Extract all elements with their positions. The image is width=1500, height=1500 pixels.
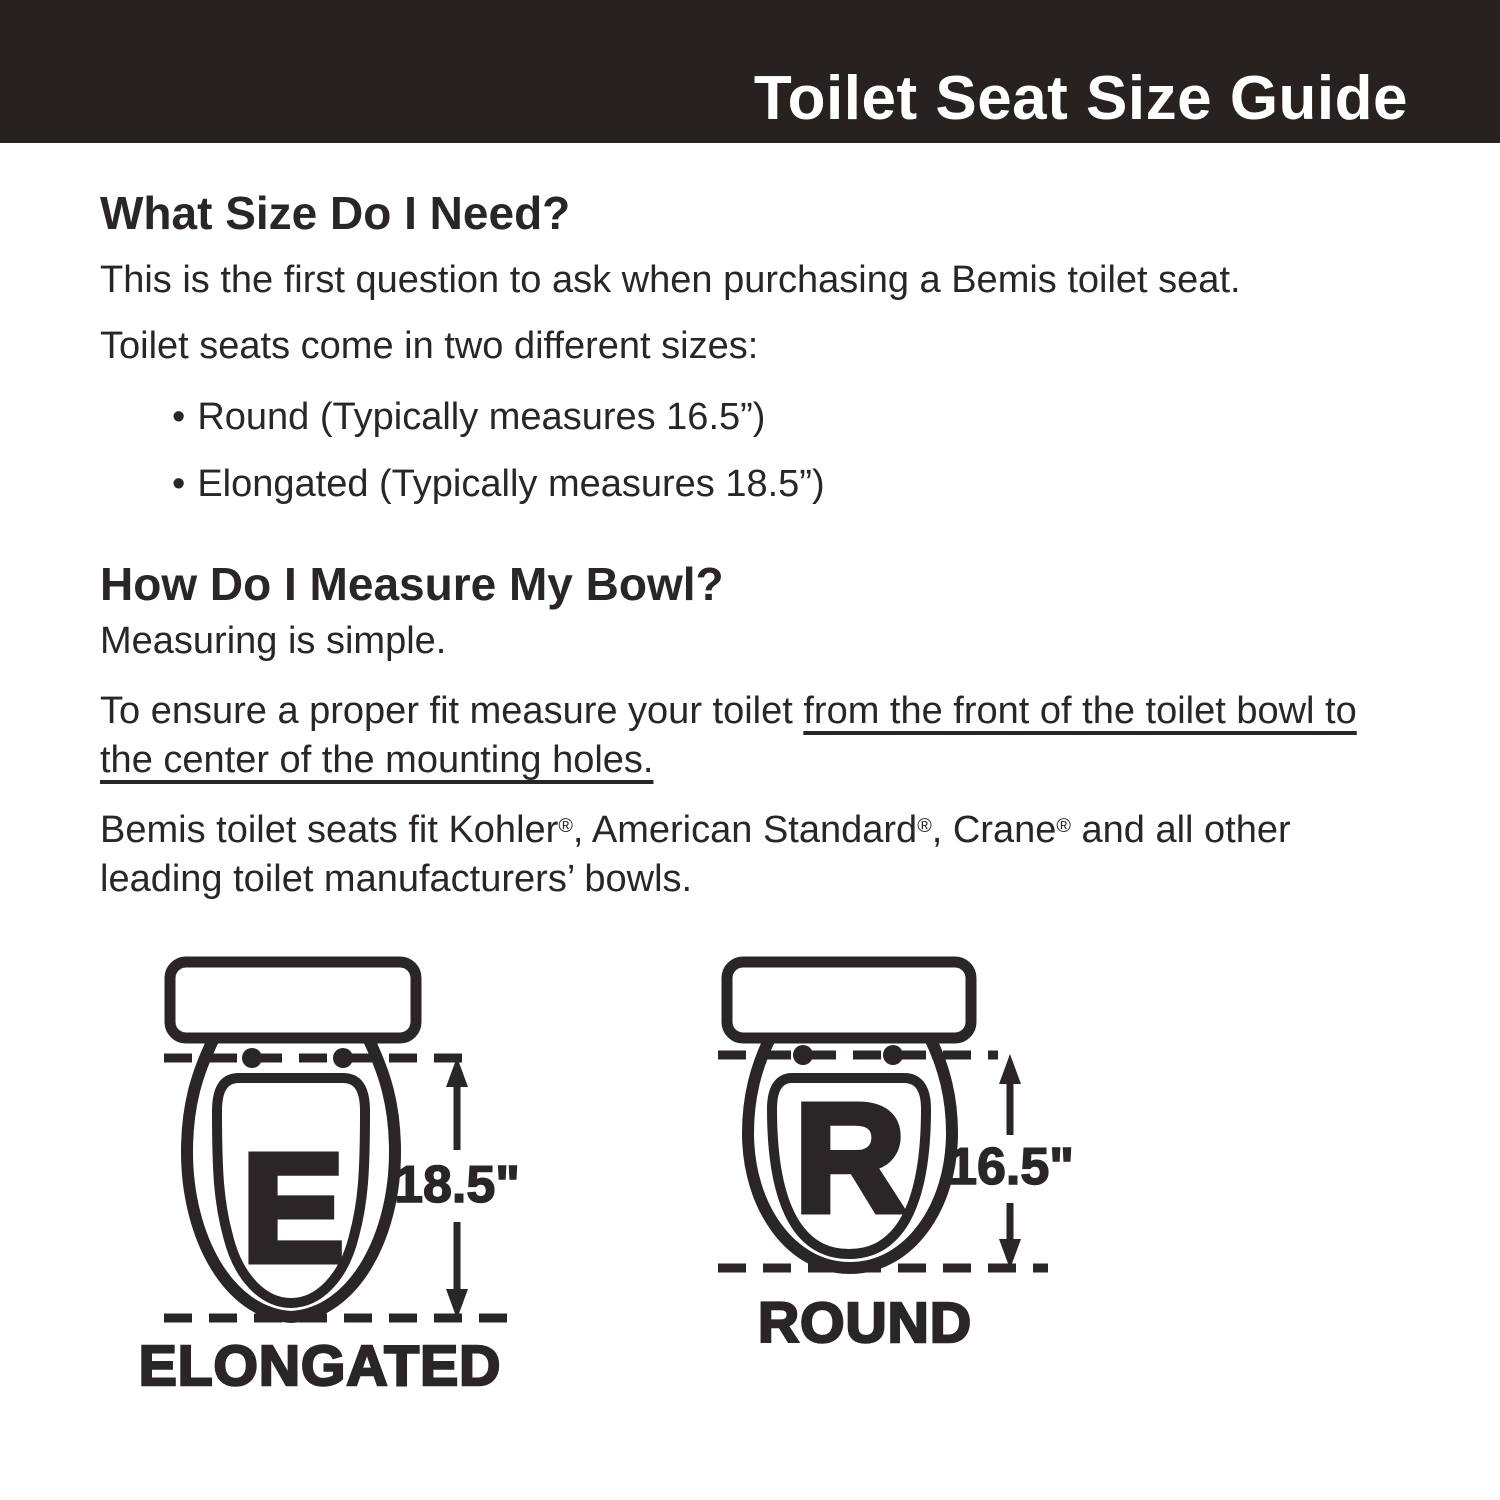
measure-paragraph-1: Measuring is simple. [100, 620, 447, 662]
header-bar [0, 0, 1500, 143]
section-heading-how-measure: How Do I Measure My Bowl? [100, 558, 724, 610]
round-dimension-label: 16.5" [948, 1138, 1074, 1196]
round-diagram [680, 945, 1240, 1415]
measure-instruction-line-1 [100, 687, 1357, 736]
tank [727, 962, 971, 1038]
elongated-diagram [120, 945, 680, 1415]
registered-trademark-icon: ® [558, 815, 573, 837]
instruction-plain-text: To ensure a proper fit measure your toilet [100, 690, 804, 732]
instruction-underlined-text: the center of the mounting holes. [100, 739, 654, 781]
registered-trademark-icon: ® [1056, 815, 1071, 837]
brand-compatibility-line-2: leading toilet manufacturers’ bowls. [100, 857, 693, 900]
bullet-item-elongated [172, 463, 825, 506]
brand-text: , Crane [931, 808, 1057, 851]
elongated-dimension-label: 18.5" [394, 1156, 520, 1214]
bullet-icon: • [172, 463, 186, 505]
bullet-item-round-label: Round (Typically measures 16.5”) [197, 396, 766, 438]
instruction-underlined-text: from the front of the toilet bowl to [803, 690, 1357, 732]
bullet-item-round [172, 396, 765, 439]
intro-paragraph-2: Toilet seats come in two different sizes: [100, 325, 759, 367]
round-shape-label: ROUND [758, 1291, 972, 1355]
intro-paragraph-1: This is the first question to ask when purchasing a Bemis toilet seat. [100, 259, 1241, 301]
tank [170, 962, 416, 1038]
brand-text: , American Standard [572, 808, 918, 851]
section-heading-what-size: What Size Do I Need? [100, 187, 571, 239]
bullet-item-elongated-label: Elongated (Typically measures 18.5”) [197, 463, 825, 505]
registered-trademark-icon: ® [917, 815, 932, 837]
bolt-dot [242, 1048, 262, 1068]
elongated-letter: E [241, 1122, 345, 1294]
bolt-dot [883, 1045, 903, 1065]
page-title: Toilet Seat Size Guide [753, 64, 1408, 133]
elongated-shape-label: ELONGATED [138, 1334, 502, 1398]
brand-text: and all other [1070, 808, 1291, 851]
round-letter: R [794, 1072, 906, 1244]
measure-instruction-line-2 [100, 736, 1357, 785]
arrowhead-up [999, 1054, 1021, 1084]
bullet-icon: • [172, 396, 186, 438]
bolt-dot [333, 1048, 353, 1068]
brand-text: Bemis toilet seats fit Kohler [100, 808, 559, 851]
brand-compatibility-line-1 [100, 802, 1291, 855]
brand-compatibility-paragraph [100, 802, 1291, 904]
bolt-dot [793, 1045, 813, 1065]
measure-instruction [100, 687, 1357, 785]
